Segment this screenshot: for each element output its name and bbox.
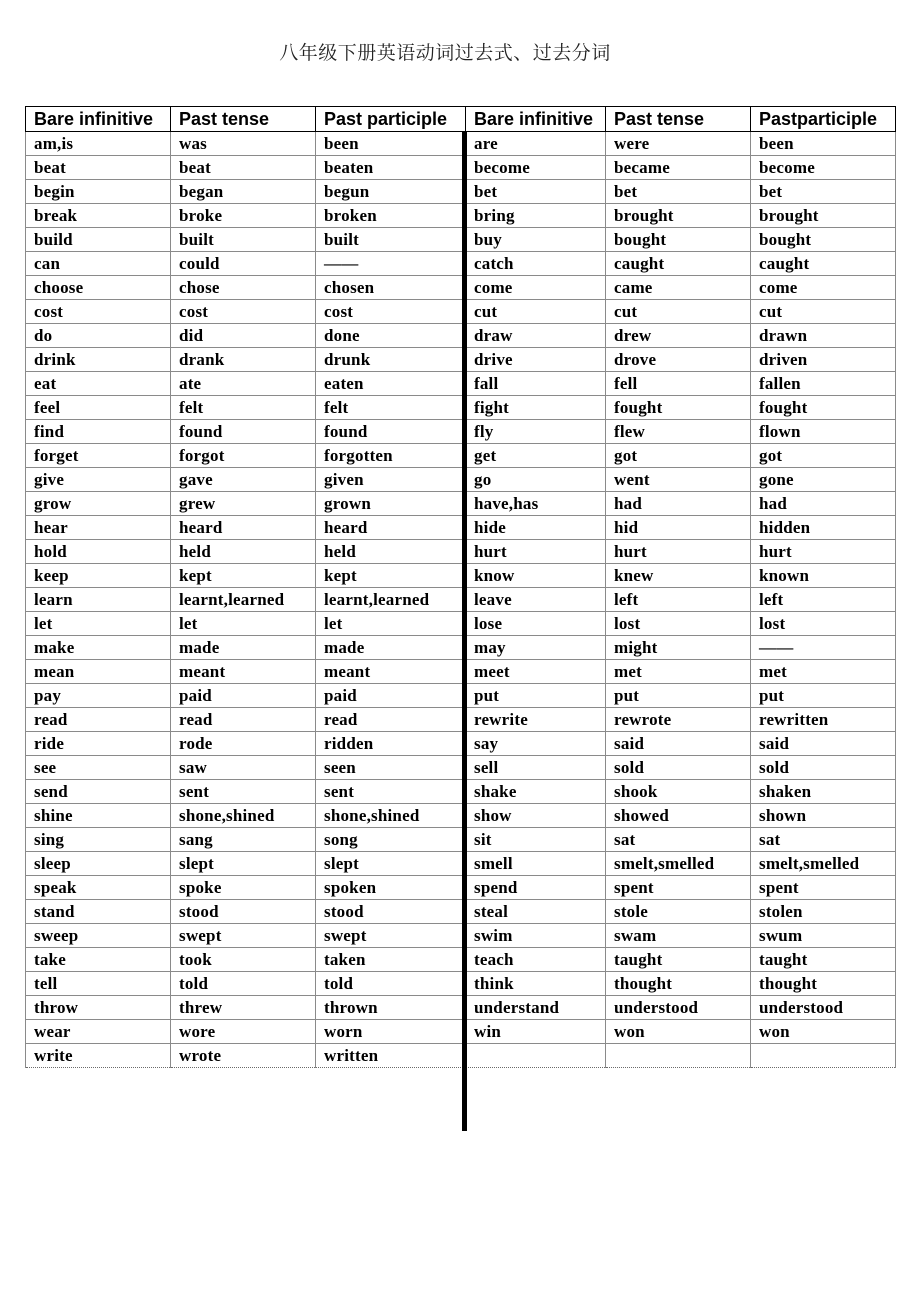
cell-past-tense-2: hurt [606,540,751,564]
cell-past-tense: drank [171,348,316,372]
cell-past-tense-2: shook [606,780,751,804]
cell-past-tense-2: taught [606,948,751,972]
table-row [26,180,896,204]
cell-bare-infinitive-2: have,has [466,492,606,516]
cell-bare-infinitive-2: may [466,636,606,660]
cell-past-tense-2: understood [606,996,751,1020]
cell-past-tense: found [171,420,316,444]
cell-bare-infinitive-2: show [466,804,606,828]
cell-bare-infinitive: begin [26,180,171,204]
cell-past-tense: wore [171,1020,316,1044]
cell-past-tense-2: caught [606,252,751,276]
table-row [26,444,896,468]
cell-past-tense-2 [606,1044,751,1068]
cell-past-tense-2: fought [606,396,751,420]
cell-past-tense: heard [171,516,316,540]
table-row [26,876,896,900]
cell-past-participle-2: swum [751,924,896,948]
cell-past-participle: begun [316,180,466,204]
cell-bare-infinitive-2: win [466,1020,606,1044]
cell-bare-infinitive: learn [26,588,171,612]
cell-past-participle: done [316,324,466,348]
cell-past-participle-2: spent [751,876,896,900]
header-past-tense-2: Past tense [606,107,751,132]
cell-past-tense: wrote [171,1044,316,1068]
cell-past-tense-2: lost [606,612,751,636]
table-row [26,972,896,996]
cell-past-participle-2: shown [751,804,896,828]
cell-bare-infinitive-2: become [466,156,606,180]
table-row [26,300,896,324]
cell-bare-infinitive-2: come [466,276,606,300]
cell-past-tense: read [171,708,316,732]
cell-past-tense-2: hid [606,516,751,540]
cell-bare-infinitive-2: hurt [466,540,606,564]
cell-past-participle-2: smelt,smelled [751,852,896,876]
cell-past-participle: drunk [316,348,466,372]
cell-past-participle: —— [316,252,466,276]
cell-past-participle-2: won [751,1020,896,1044]
cell-past-tense: did [171,324,316,348]
cell-past-tense: rode [171,732,316,756]
cell-bare-infinitive: do [26,324,171,348]
cell-past-tense: sent [171,780,316,804]
cell-past-participle: seen [316,756,466,780]
cell-past-participle-2: bought [751,228,896,252]
cell-past-participle-2: said [751,732,896,756]
cell-past-participle: song [316,828,466,852]
cell-past-participle: built [316,228,466,252]
cell-past-tense: kept [171,564,316,588]
cell-past-participle: been [316,132,466,156]
cell-past-tense-2: had [606,492,751,516]
cell-past-participle-2: been [751,132,896,156]
cell-past-tense-2: rewrote [606,708,751,732]
cell-bare-infinitive: let [26,612,171,636]
cell-bare-infinitive-2: teach [466,948,606,972]
cell-past-participle-2: sat [751,828,896,852]
table-row [26,228,896,252]
cell-past-participle: felt [316,396,466,420]
table-row [26,684,896,708]
cell-bare-infinitive: forget [26,444,171,468]
cell-past-participle: taken [316,948,466,972]
cell-past-participle-2: taught [751,948,896,972]
cell-past-participle-2: become [751,156,896,180]
cell-past-tense: took [171,948,316,972]
cell-bare-infinitive-2: think [466,972,606,996]
cell-past-participle-2: bet [751,180,896,204]
cell-past-tense: paid [171,684,316,708]
cell-past-participle-2: —— [751,636,896,660]
cell-past-participle: swept [316,924,466,948]
cell-past-tense-2: bought [606,228,751,252]
cell-past-tense: sang [171,828,316,852]
cell-past-tense-2: might [606,636,751,660]
cell-bare-infinitive: send [26,780,171,804]
cell-bare-infinitive: feel [26,396,171,420]
table-row [26,660,896,684]
cell-past-tense: built [171,228,316,252]
cell-past-tense: broke [171,204,316,228]
table-row [26,132,896,156]
table-row [26,612,896,636]
cell-past-tense-2: showed [606,804,751,828]
cell-past-participle: forgotten [316,444,466,468]
table-row [26,516,896,540]
cell-past-tense-2: met [606,660,751,684]
table-row [26,588,896,612]
cell-past-tense-2: brought [606,204,751,228]
cell-past-participle: eaten [316,372,466,396]
cell-bare-infinitive-2: fight [466,396,606,420]
cell-bare-infinitive-2: buy [466,228,606,252]
cell-bare-infinitive-2: leave [466,588,606,612]
cell-past-tense: stood [171,900,316,924]
cell-bare-infinitive: keep [26,564,171,588]
table-row [26,780,896,804]
table-row [26,996,896,1020]
table-row [26,804,896,828]
cell-past-participle: shone,shined [316,804,466,828]
cell-past-tense-2: cut [606,300,751,324]
cell-past-participle-2: gone [751,468,896,492]
table-row [26,348,896,372]
cell-bare-infinitive-2: steal [466,900,606,924]
cell-bare-infinitive-2: get [466,444,606,468]
table-row [26,156,896,180]
cell-past-participle-2: had [751,492,896,516]
cell-past-tense-2: thought [606,972,751,996]
cell-bare-infinitive-2: lose [466,612,606,636]
cell-past-participle: sent [316,780,466,804]
cell-past-participle-2: got [751,444,896,468]
cell-past-participle: thrown [316,996,466,1020]
cell-bare-infinitive: see [26,756,171,780]
table-body [26,132,896,1068]
page-title: 八年级下册英语动词过去式、过去分词 [279,42,611,64]
cell-past-participle: ridden [316,732,466,756]
cell-past-participle: found [316,420,466,444]
cell-past-tense: let [171,612,316,636]
cell-past-tense-2: went [606,468,751,492]
cell-bare-infinitive-2: bet [466,180,606,204]
cell-past-tense: was [171,132,316,156]
table-header-row [26,107,896,132]
table-row [26,324,896,348]
cell-bare-infinitive: give [26,468,171,492]
cell-bare-infinitive: take [26,948,171,972]
cell-past-tense-2: put [606,684,751,708]
cell-bare-infinitive-2: meet [466,660,606,684]
cell-past-tense: began [171,180,316,204]
cell-past-tense-2: flew [606,420,751,444]
cell-past-participle-2: caught [751,252,896,276]
cell-past-tense: gave [171,468,316,492]
cell-past-participle: given [316,468,466,492]
cell-past-participle-2: thought [751,972,896,996]
cell-bare-infinitive-2: cut [466,300,606,324]
cell-past-tense-2: became [606,156,751,180]
cell-past-participle: broken [316,204,466,228]
cell-past-tense-2: got [606,444,751,468]
cell-bare-infinitive: throw [26,996,171,1020]
cell-past-tense-2: left [606,588,751,612]
cell-bare-infinitive: sleep [26,852,171,876]
table-row [26,492,896,516]
header-past-tense: Past tense [171,107,316,132]
cell-past-participle-2 [751,1044,896,1068]
table-row [26,372,896,396]
verb-forms-table [25,106,896,1068]
cell-bare-infinitive-2: draw [466,324,606,348]
table-row [26,420,896,444]
table-row [26,828,896,852]
cell-past-tense-2: drew [606,324,751,348]
cell-past-participle: learnt,learned [316,588,466,612]
cell-bare-infinitive: choose [26,276,171,300]
table-row [26,396,896,420]
cell-past-participle: let [316,612,466,636]
cell-past-participle: cost [316,300,466,324]
cell-bare-infinitive: hold [26,540,171,564]
cell-past-participle: spoken [316,876,466,900]
cell-past-participle: heard [316,516,466,540]
cell-bare-infinitive-2: say [466,732,606,756]
cell-bare-infinitive-2: rewrite [466,708,606,732]
cell-bare-infinitive: tell [26,972,171,996]
cell-bare-infinitive: am,is [26,132,171,156]
cell-bare-infinitive: drink [26,348,171,372]
cell-past-participle: made [316,636,466,660]
cell-past-participle-2: rewritten [751,708,896,732]
table-row [26,900,896,924]
cell-bare-infinitive: pay [26,684,171,708]
cell-bare-infinitive: beat [26,156,171,180]
cell-past-tense-2: won [606,1020,751,1044]
cell-past-participle-2: flown [751,420,896,444]
cell-bare-infinitive: wear [26,1020,171,1044]
cell-past-participle-2: fought [751,396,896,420]
table-row [26,756,896,780]
cell-past-participle: kept [316,564,466,588]
cell-bare-infinitive: sing [26,828,171,852]
cell-bare-infinitive: stand [26,900,171,924]
header-past-participle: Past participle [316,107,466,132]
cell-past-tense: held [171,540,316,564]
cell-past-tense-2: sat [606,828,751,852]
cell-bare-infinitive: find [26,420,171,444]
cell-past-participle: slept [316,852,466,876]
cell-bare-infinitive: make [26,636,171,660]
cell-past-participle: read [316,708,466,732]
cell-past-participle-2: hurt [751,540,896,564]
cell-bare-infinitive-2: catch [466,252,606,276]
cell-bare-infinitive: ride [26,732,171,756]
cell-past-participle-2: hidden [751,516,896,540]
cell-past-tense: spoke [171,876,316,900]
cell-past-participle-2: understood [751,996,896,1020]
table-row [26,276,896,300]
table-row [26,924,896,948]
cell-bare-infinitive-2: bring [466,204,606,228]
cell-bare-infinitive-2: put [466,684,606,708]
cell-past-tense: saw [171,756,316,780]
cell-past-participle: beaten [316,156,466,180]
table-row [26,540,896,564]
cell-bare-infinitive: shine [26,804,171,828]
cell-past-participle-2: left [751,588,896,612]
header-past-participle-2: Pastparticiple [751,107,896,132]
cell-past-tense: forgot [171,444,316,468]
cell-bare-infinitive-2: go [466,468,606,492]
cell-past-tense: swept [171,924,316,948]
cell-past-tense: told [171,972,316,996]
cell-past-participle-2: cut [751,300,896,324]
cell-past-tense: ate [171,372,316,396]
cell-past-participle-2: come [751,276,896,300]
cell-bare-infinitive: mean [26,660,171,684]
cell-past-participle: written [316,1044,466,1068]
cell-past-participle: chosen [316,276,466,300]
cell-past-tense: learnt,learned [171,588,316,612]
cell-bare-infinitive: can [26,252,171,276]
cell-past-tense: threw [171,996,316,1020]
cell-past-tense: beat [171,156,316,180]
cell-past-participle: held [316,540,466,564]
cell-bare-infinitive-2: fly [466,420,606,444]
cell-bare-infinitive-2: know [466,564,606,588]
table-row [26,1044,896,1068]
table-row [26,948,896,972]
cell-past-tense-2: fell [606,372,751,396]
cell-past-participle-2: sold [751,756,896,780]
cell-past-participle: worn [316,1020,466,1044]
table-row [26,564,896,588]
cell-past-participle-2: shaken [751,780,896,804]
cell-bare-infinitive: hear [26,516,171,540]
cell-past-participle-2: drawn [751,324,896,348]
cell-past-tense-2: knew [606,564,751,588]
cell-bare-infinitive-2: fall [466,372,606,396]
cell-bare-infinitive: break [26,204,171,228]
cell-past-tense-2: bet [606,180,751,204]
cell-bare-infinitive-2: smell [466,852,606,876]
table-row [26,1020,896,1044]
cell-bare-infinitive-2: shake [466,780,606,804]
column-divider [462,131,467,1131]
cell-past-participle: paid [316,684,466,708]
cell-past-participle: told [316,972,466,996]
table-row [26,852,896,876]
cell-past-tense-2: said [606,732,751,756]
cell-bare-infinitive-2 [466,1044,606,1068]
cell-bare-infinitive: eat [26,372,171,396]
cell-past-tense: felt [171,396,316,420]
table-row [26,732,896,756]
cell-past-participle-2: brought [751,204,896,228]
cell-past-tense: slept [171,852,316,876]
table-row [26,708,896,732]
cell-bare-infinitive-2: drive [466,348,606,372]
cell-past-participle: meant [316,660,466,684]
cell-past-participle: grown [316,492,466,516]
cell-past-tense: could [171,252,316,276]
cell-bare-infinitive-2: understand [466,996,606,1020]
table-row [26,204,896,228]
cell-past-tense: made [171,636,316,660]
cell-bare-infinitive: read [26,708,171,732]
cell-bare-infinitive-2: sit [466,828,606,852]
cell-past-tense-2: smelt,smelled [606,852,751,876]
cell-bare-infinitive-2: sell [466,756,606,780]
cell-past-tense-2: were [606,132,751,156]
cell-bare-infinitive: build [26,228,171,252]
header-bare-infinitive-2: Bare infinitive [466,107,606,132]
cell-past-participle-2: fallen [751,372,896,396]
cell-past-tense: grew [171,492,316,516]
cell-past-tense: shone,shined [171,804,316,828]
cell-bare-infinitive: grow [26,492,171,516]
cell-past-participle-2: known [751,564,896,588]
cell-past-tense-2: came [606,276,751,300]
cell-bare-infinitive: write [26,1044,171,1068]
table-row [26,252,896,276]
cell-past-tense-2: spent [606,876,751,900]
table-row [26,636,896,660]
cell-past-participle-2: put [751,684,896,708]
cell-past-participle-2: driven [751,348,896,372]
cell-bare-infinitive: sweep [26,924,171,948]
cell-past-tense: chose [171,276,316,300]
cell-past-tense-2: sold [606,756,751,780]
table-row [26,468,896,492]
cell-past-tense-2: drove [606,348,751,372]
cell-past-tense: meant [171,660,316,684]
cell-past-participle-2: stolen [751,900,896,924]
cell-bare-infinitive-2: spend [466,876,606,900]
cell-past-tense-2: stole [606,900,751,924]
cell-past-tense-2: swam [606,924,751,948]
cell-bare-infinitive-2: hide [466,516,606,540]
cell-past-participle: stood [316,900,466,924]
cell-bare-infinitive: cost [26,300,171,324]
cell-past-participle-2: lost [751,612,896,636]
cell-bare-infinitive: speak [26,876,171,900]
cell-past-tense: cost [171,300,316,324]
cell-bare-infinitive-2: swim [466,924,606,948]
cell-past-participle-2: met [751,660,896,684]
header-bare-infinitive: Bare infinitive [26,107,171,132]
cell-bare-infinitive-2: are [466,132,606,156]
